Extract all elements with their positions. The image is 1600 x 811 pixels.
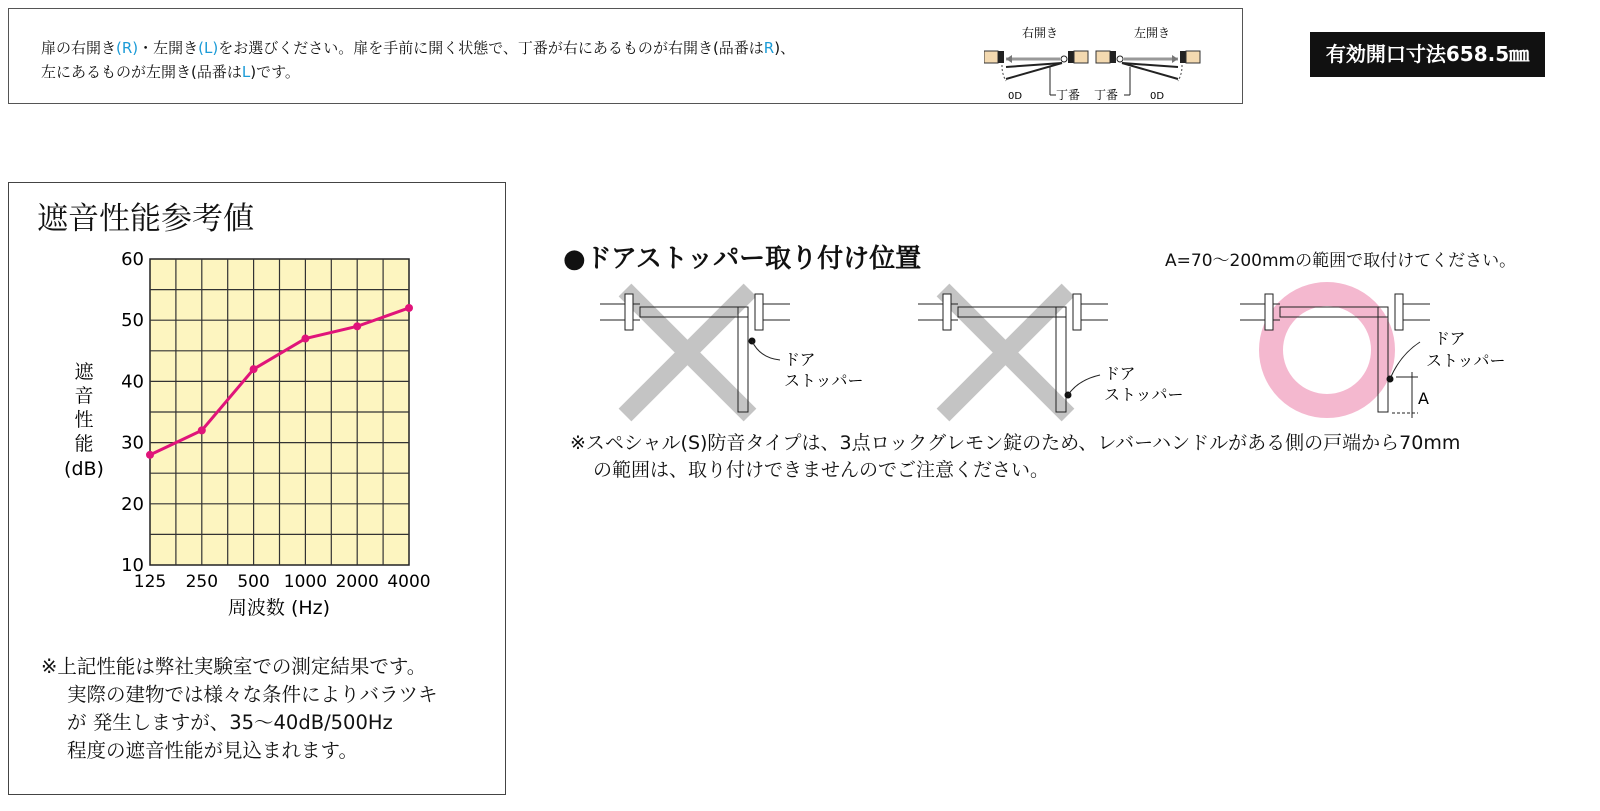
stopper-title: ●ドアストッパー取り付け位置 — [563, 244, 922, 274]
x-tick-label: 125 — [133, 572, 167, 592]
stopper-label: ストッパー — [784, 371, 864, 390]
right-open-label: 右開き — [1022, 26, 1059, 40]
x-tick-label: 4000 — [387, 572, 431, 592]
y-tick-label: 60 — [121, 249, 144, 270]
wall-right-icon — [1074, 51, 1088, 63]
swing-arc-icon — [1178, 65, 1182, 81]
hinge-label: 丁番 — [1056, 88, 1081, 102]
hinge-icon — [1117, 56, 1123, 62]
y-tick-label: 50 — [121, 310, 144, 332]
stopper-label: ドア — [784, 350, 816, 369]
x-tick-label: 500 — [237, 572, 270, 592]
handle-icon: 0D — [1008, 91, 1023, 102]
data-point — [250, 365, 258, 373]
leader-line — [1068, 375, 1100, 395]
handle-icon: 0D — [1150, 91, 1165, 102]
ylabel-char: 性 — [74, 409, 94, 431]
sound-insulation-panel — [8, 182, 506, 795]
caution-line-1: ※スペシャル(S)防音タイプは、3点ロックグレモン錠のため、レバーハンドルがある側の戸端から70mm — [570, 432, 1461, 454]
left-open-label: 左開き — [1134, 26, 1171, 40]
frame-jamb — [1265, 294, 1273, 330]
frame-jamb — [943, 294, 951, 330]
arrow-head-icon — [1172, 55, 1178, 63]
stopper-diagram-ng-2 — [918, 290, 1184, 415]
ylabel-unit: (dB) — [64, 458, 104, 480]
wall-right-icon — [1186, 51, 1200, 63]
stopper-diagram-ng-1 — [600, 290, 864, 415]
sound-chart — [9, 183, 505, 643]
x-tick-label: 1000 — [283, 572, 328, 592]
stopper-label: ストッパー — [1104, 385, 1184, 404]
leader-line — [752, 341, 780, 360]
ylabel-char: 音 — [74, 385, 94, 407]
frame-icon — [1180, 51, 1186, 63]
stopper-diagrams — [600, 280, 1580, 430]
x-tick-label: 250 — [185, 572, 219, 592]
data-point — [146, 451, 154, 459]
wall-left-icon — [984, 51, 998, 63]
data-point — [301, 335, 309, 343]
ylabel-char: 遮 — [74, 361, 94, 383]
wall-left-icon — [1096, 51, 1110, 63]
notice-line-2: 左にあるものが左開き(品番はL)です。 — [41, 63, 300, 81]
frame-icon — [1068, 51, 1074, 63]
door-direction-notice — [8, 8, 1243, 104]
stopper-range-note: A=70～200mmの範囲で取付けてください。 — [1165, 251, 1517, 271]
caution-line-2: の範囲は、取り付けできませんのでご注意ください。 — [593, 459, 1050, 481]
hinge-label: 丁番 — [1094, 88, 1119, 102]
stopper-label: ドア — [1104, 364, 1136, 383]
y-tick-label: 30 — [121, 432, 144, 454]
xlabel: 周波数 (Hz) — [227, 597, 331, 619]
note-line: 実際の建物では様々な条件によりバラツキ — [67, 683, 438, 706]
frame-jamb — [1073, 294, 1081, 330]
y-tick-label: 40 — [121, 371, 144, 393]
stopper-label: ドア — [1434, 329, 1466, 348]
hinge-icon — [1061, 56, 1067, 62]
notice-line-1: 扉の右開き(R)・左開き(L)をお選びください。扉を手前に開く状態で、丁番が右にあるものが右開き(品番はR)、 — [41, 39, 796, 57]
frame-jamb — [1395, 294, 1403, 330]
frame-icon — [1110, 51, 1116, 63]
dim-label: A — [1418, 389, 1429, 408]
note-line: が 発生しますが、35～40dB/500Hz — [67, 711, 393, 734]
stopper-diagram-ok — [1240, 294, 1506, 418]
note-line: 程度の遮音性能が見込まれます。 — [67, 739, 358, 762]
data-point — [405, 304, 413, 312]
effective-opening-badge: 有効開口寸法658.5㎜ — [1310, 32, 1545, 77]
ok-ring-icon — [1271, 294, 1383, 406]
swing-arc-icon — [1002, 65, 1006, 81]
note-line: ※上記性能は弊社実験室での測定結果です。 — [41, 655, 427, 678]
ylabel-char: 能 — [74, 433, 94, 455]
door-swing-diagrams — [984, 19, 1214, 105]
data-point — [198, 426, 206, 434]
frame-icon — [998, 51, 1004, 63]
arrow-head-icon — [1006, 55, 1012, 63]
data-point — [353, 322, 361, 330]
sound-title: 遮音性能参考値 — [37, 201, 254, 237]
y-tick-label: 20 — [121, 493, 144, 515]
frame-jamb — [755, 294, 763, 330]
chart-layer — [121, 249, 431, 592]
y-tick-label: 10 — [121, 555, 144, 576]
stopper-label: ストッパー — [1426, 351, 1506, 370]
x-tick-label: 2000 — [335, 572, 379, 592]
frame-jamb — [625, 294, 633, 330]
